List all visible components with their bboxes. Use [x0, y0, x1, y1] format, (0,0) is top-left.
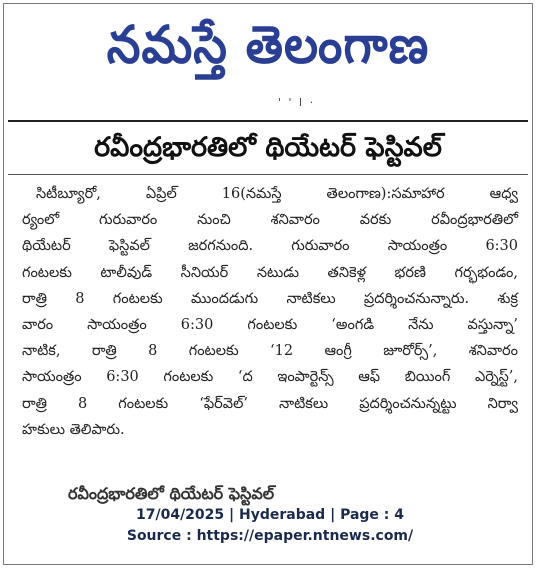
article-line: సిటీబ్యూరో, ఏప్రిల్ 16(నమస్తే తెలంగాణ):సమాహార ఆధ్వ — [36, 186, 518, 202]
footer-source-line: Source : https://epaper.ntnews.com/ — [126, 528, 414, 544]
cropped-text-fragment: ' ' l · — [278, 96, 316, 109]
article-line: సాయంత్రం 6:30 గంటలకు ‘ద ఇంపార్టెన్స్ ఆఫ్ బియింగ్ ఎర్నెస్ట్’, — [22, 369, 518, 386]
article-line: రాత్రి 8 గంటలకు ముందడుగు నాటికలు ప్రదర్శించనున్నారు. శుక్ర — [22, 290, 518, 307]
footer-date-line: 17/04/2025 | Hyderabad | Page : 4 — [135, 507, 405, 523]
article-headline: రవీంద్రభారతిలో థియేటర్ ఫెస్టివల్ — [94, 132, 442, 163]
article-line: థియేటర్ ఫెస్టివల్ జరగనుంది. గురువారం సాయంత్రం 6:30 — [22, 238, 518, 255]
cropped-next-headline: రవీంద్రభారతిలో థియేటర్ ఫెస్టివల్ — [68, 484, 275, 503]
article-line: హకులు తెలిపారు. — [22, 421, 125, 438]
article-line: నాటిక, రాత్రి 8 గంటలకు ‘12 ఆంగ్రీ జూరోర్స్’, శనివారం — [22, 343, 518, 360]
article-line: రాత్రి 8 గంటలకు ‘ఫేర్‌వెల్’ నాటికలు ప్రదర్శించనున్నట్టు నిర్వా — [22, 395, 518, 412]
article-line: గంటలకు టాలీవుడ్ సీనియర్ నటుడు తనికెళ్ల భరణి గర్భభండం, — [22, 264, 518, 281]
divider-top — [8, 120, 528, 122]
footer — [0, 505, 540, 547]
article-line: ర్యంలో గురువారం నుంచి శనివారం వరకు రవీంద్రభారతిలో — [22, 212, 518, 229]
article-line: వారం సాయంత్రం 6:30 గంటలకు ‘అంగడి నేను వస్తున్నా’ — [22, 317, 518, 334]
masthead-logo: నమస్తే తెలంగాణ — [106, 14, 430, 76]
divider-headline — [8, 174, 528, 175]
article-body — [22, 181, 518, 443]
masthead — [8, 8, 528, 86]
newspaper-clipping — [8, 8, 528, 503]
